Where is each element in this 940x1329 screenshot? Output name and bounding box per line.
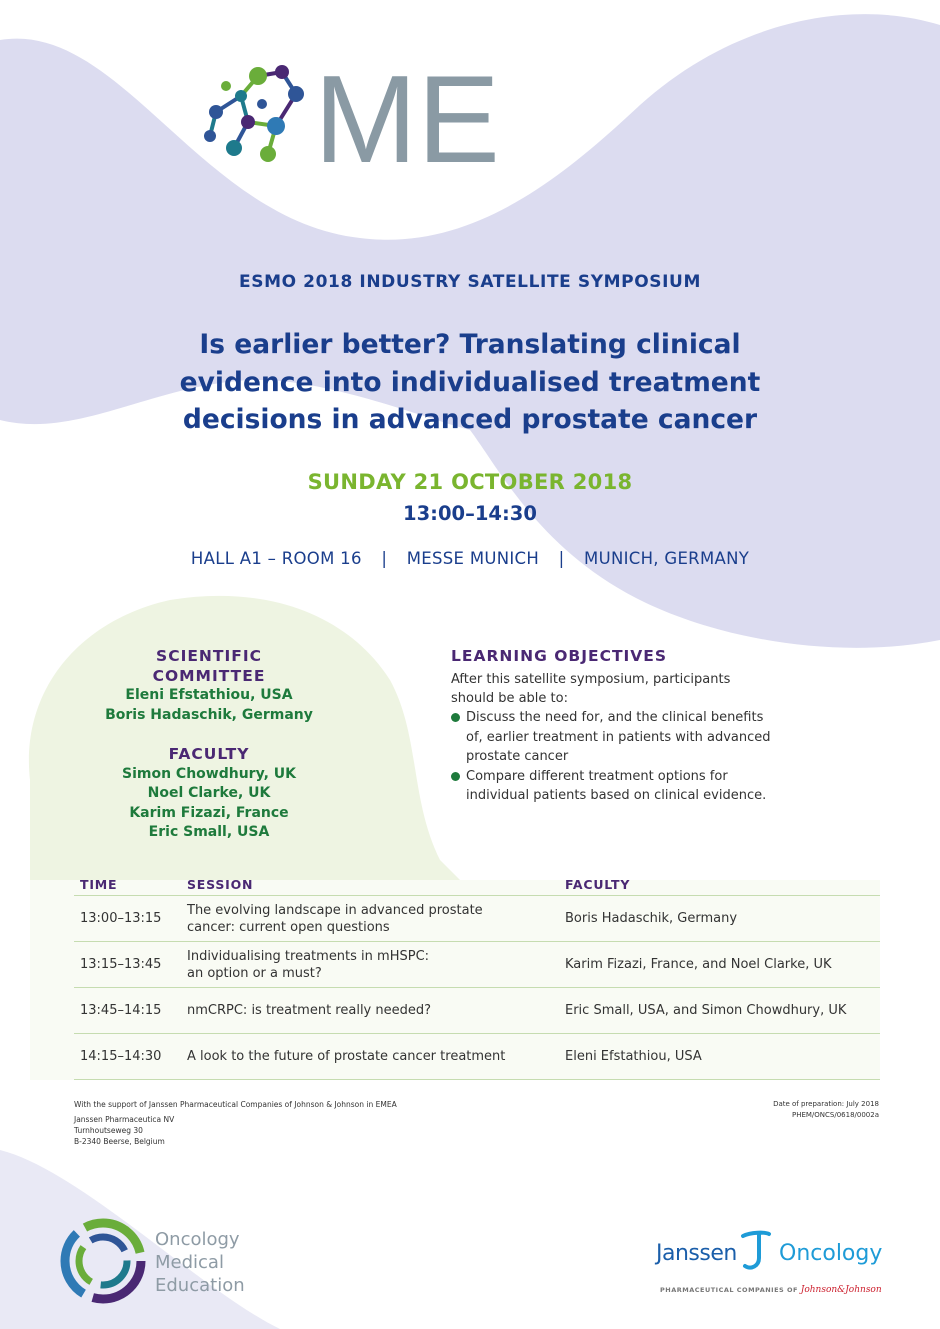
agenda-table bbox=[74, 873, 880, 1080]
title-line: evidence into individualised treatment bbox=[179, 366, 761, 398]
venue-city: MUNICH, GERMANY bbox=[584, 549, 750, 568]
objective-line: of, earlier treatment in patients with advanced bbox=[466, 729, 771, 745]
row-time: 13:15–13:45 bbox=[74, 942, 181, 988]
venue-hall: HALL A1 – ROOM 16 bbox=[190, 549, 362, 568]
jj-tagline-text: PHARMACEUTICAL COMPANIES OF bbox=[660, 1286, 798, 1294]
row-faculty: Boris Hadaschik, Germany bbox=[559, 896, 880, 942]
prep-code: PHEM/ONCS/0618/0002a bbox=[791, 1111, 879, 1119]
ome-line: Education bbox=[155, 1275, 245, 1296]
row-session bbox=[181, 942, 559, 988]
ome-brand-text bbox=[155, 1228, 245, 1297]
header-session: SESSION bbox=[181, 873, 559, 896]
address-line: Janssen Pharmaceutica NV bbox=[74, 1115, 175, 1124]
row-faculty: Eric Small, USA, and Simon Chowdhury, UK bbox=[559, 988, 880, 1034]
committee-member: Boris Hadaschik, Germany bbox=[105, 706, 313, 723]
objectives-intro: After this satellite symposium, participants bbox=[451, 672, 731, 687]
title-line: decisions in advanced prostate cancer bbox=[182, 404, 758, 435]
committee-section bbox=[100, 647, 318, 843]
faculty-member: Simon Chowdhury, UK bbox=[121, 765, 297, 782]
venue-name: MESSE MUNICH bbox=[406, 549, 540, 568]
molecule-icon bbox=[204, 65, 304, 162]
venue-separator: | bbox=[381, 549, 388, 568]
objective-item bbox=[451, 767, 831, 806]
learning-objectives bbox=[451, 647, 831, 806]
faculty-heading: FACULTY bbox=[168, 745, 250, 763]
bullet-icon bbox=[451, 772, 460, 781]
header-faculty: FACULTY bbox=[559, 873, 880, 896]
ome-swirl-logo bbox=[58, 1216, 148, 1306]
jj-logo-text: Johnson&Johnson bbox=[800, 1285, 882, 1295]
row-faculty: Karim Fizazi, France, and Noel Clarke, UK bbox=[559, 942, 880, 988]
jj-tagline bbox=[660, 1285, 882, 1295]
row-session bbox=[181, 1034, 559, 1080]
row-time: 13:45–14:15 bbox=[74, 988, 181, 1034]
support-line: With the support of Janssen Pharmaceutical Companies of Johnson & Johnson in EMEA bbox=[74, 1100, 397, 1109]
support-statement bbox=[74, 1099, 397, 1147]
bullet-icon bbox=[451, 713, 460, 722]
session-line: an option or a must? bbox=[187, 965, 322, 981]
row-time: 13:00–13:15 bbox=[74, 896, 181, 942]
row-session bbox=[181, 896, 559, 942]
title-line: Is earlier better? Translating clinical bbox=[199, 329, 741, 360]
venue-separator: | bbox=[558, 549, 565, 568]
janssen-hook-icon bbox=[739, 1230, 773, 1272]
session-line: The evolving landscape in advanced prostate bbox=[187, 902, 483, 918]
session-line: Individualising treatments in mHSPC: bbox=[187, 948, 430, 964]
objectives-list bbox=[451, 708, 831, 806]
janssen-logo bbox=[656, 1232, 883, 1272]
event-date: SUNDAY 21 OCTOBER 2018 bbox=[307, 470, 633, 494]
janssen-name: Janssen bbox=[656, 1241, 737, 1266]
objective-line: prostate cancer bbox=[466, 749, 569, 764]
objective-line: individual patients based on clinical evidence. bbox=[466, 788, 767, 803]
faculty-member: Karim Fizazi, France bbox=[129, 804, 289, 821]
janssen-division: Oncology bbox=[779, 1241, 883, 1266]
objectives-heading: LEARNING OBJECTIVES bbox=[451, 647, 668, 665]
symposium-label: ESMO 2018 INDUSTRY SATELLITE SYMPOSIUM bbox=[239, 272, 701, 292]
row-faculty: Eleni Efstathiou, USA bbox=[559, 1034, 880, 1080]
event-time: 13:00–14:30 bbox=[403, 502, 537, 525]
me-logo-text: ME bbox=[314, 56, 500, 168]
row-time: 14:15–14:30 bbox=[74, 1034, 181, 1080]
faculty-member: Eric Small, USA bbox=[148, 824, 270, 840]
preparation-info bbox=[773, 1099, 879, 1121]
objective-line: Discuss the need for, and the clinical benefits bbox=[466, 710, 764, 725]
objectives-intro: should be able to: bbox=[451, 691, 568, 706]
table-row bbox=[74, 896, 880, 942]
me-logo bbox=[196, 56, 508, 168]
header-time: TIME bbox=[74, 873, 181, 896]
committee-heading: SCIENTIFIC bbox=[156, 647, 262, 665]
address-line: B-2340 Beerse, Belgium bbox=[74, 1137, 165, 1146]
agenda-header-row bbox=[74, 873, 880, 896]
table-row bbox=[74, 942, 880, 988]
objective-line: Compare different treatment options for bbox=[466, 768, 728, 784]
committee-heading: COMMITTEE bbox=[152, 666, 266, 685]
session-line: cancer: current open questions bbox=[187, 919, 390, 935]
event-venue bbox=[0, 549, 940, 568]
table-row bbox=[74, 988, 880, 1034]
session-line: nmCRPC: is treatment really needed? bbox=[187, 1003, 432, 1018]
prep-date: Date of preparation: July 2018 bbox=[773, 1100, 879, 1108]
ome-line: Oncology bbox=[155, 1229, 240, 1250]
address-line: Turnhoutseweg 30 bbox=[74, 1126, 143, 1135]
row-session bbox=[181, 988, 559, 1034]
event-title bbox=[0, 326, 940, 439]
objective-item bbox=[451, 708, 831, 767]
session-line: A look to the future of prostate cancer treatment bbox=[187, 1049, 506, 1064]
committee-member: Eleni Efstathiou, USA bbox=[125, 687, 293, 703]
ome-line: Medical bbox=[155, 1252, 224, 1273]
faculty-member: Noel Clarke, UK bbox=[147, 785, 271, 801]
table-row bbox=[74, 1034, 880, 1080]
